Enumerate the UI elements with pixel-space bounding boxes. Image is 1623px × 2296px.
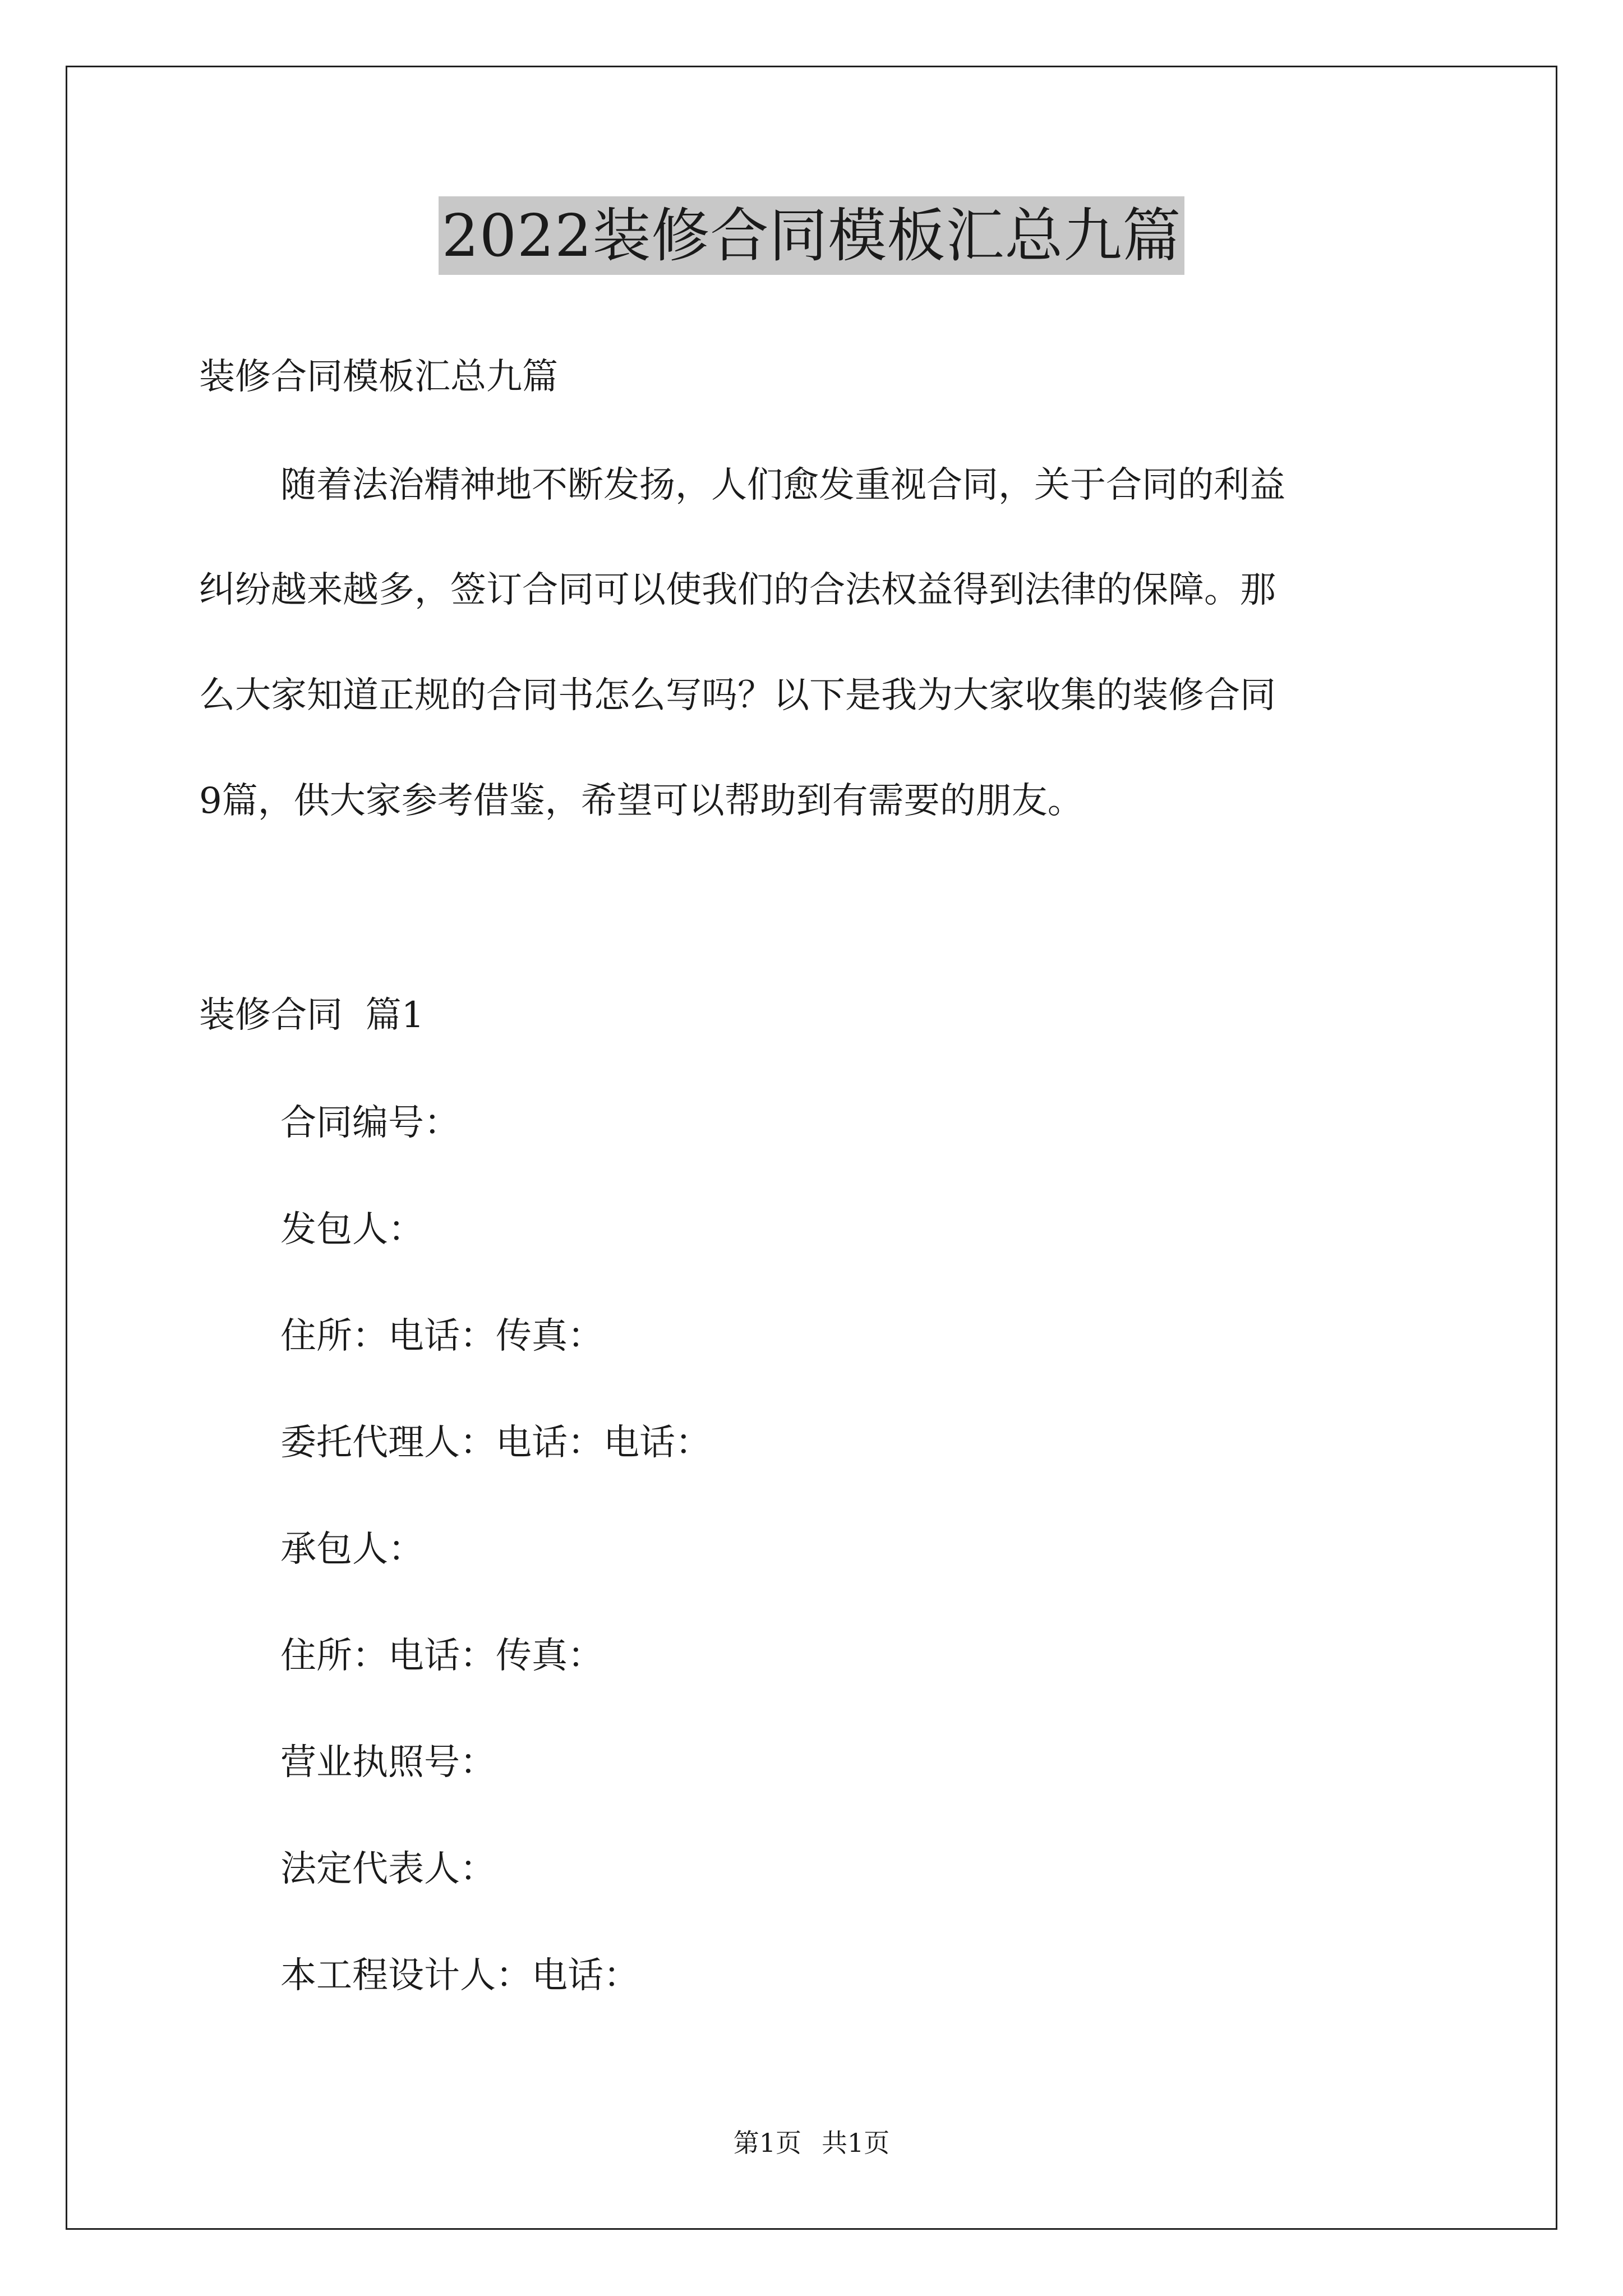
field-legal-representative: 法定代表人： [280,1848,496,1890]
document-title: 2022装修合同模板汇总九篇 [439,196,1185,275]
field-designer: 本工程设计人：电话： [280,1955,639,1996]
page-footer [0,2126,1623,2160]
intro-line-2: 纠纷越来越多，签订合同可以使我们的合法权益得到法律的保障。那 [199,569,1276,611]
title-container [0,196,1623,275]
field-employer-address: 住所：电话：传真： [280,1315,603,1357]
document-subtitle: 装修合同模板汇总九篇 [199,356,558,398]
field-employer: 发包人： [280,1209,424,1250]
intro-line-3: 么大家知道正规的合同书怎么写吗？以下是我为大家收集的装修合同 [199,675,1276,716]
field-business-license: 营业执照号： [280,1742,496,1783]
field-contractor: 承包人： [280,1529,424,1570]
intro-line-4: 9篇，供大家参考借鉴，希望可以帮助到有需要的朋友。 [199,780,1083,822]
intro-line-1: 随着法治精神地不断发扬，人们愈发重视合同，关于合同的利益 [280,464,1285,506]
field-contract-number: 合同编号： [280,1102,460,1144]
page-total: 共1页 [822,2128,890,2158]
field-contractor-address: 住所：电话：传真： [280,1635,603,1677]
field-agent: 委托代理人：电话：电话： [280,1422,711,1464]
page-current: 第1页 [733,2128,801,2158]
section-heading: 装修合同 篇1 [199,995,425,1036]
